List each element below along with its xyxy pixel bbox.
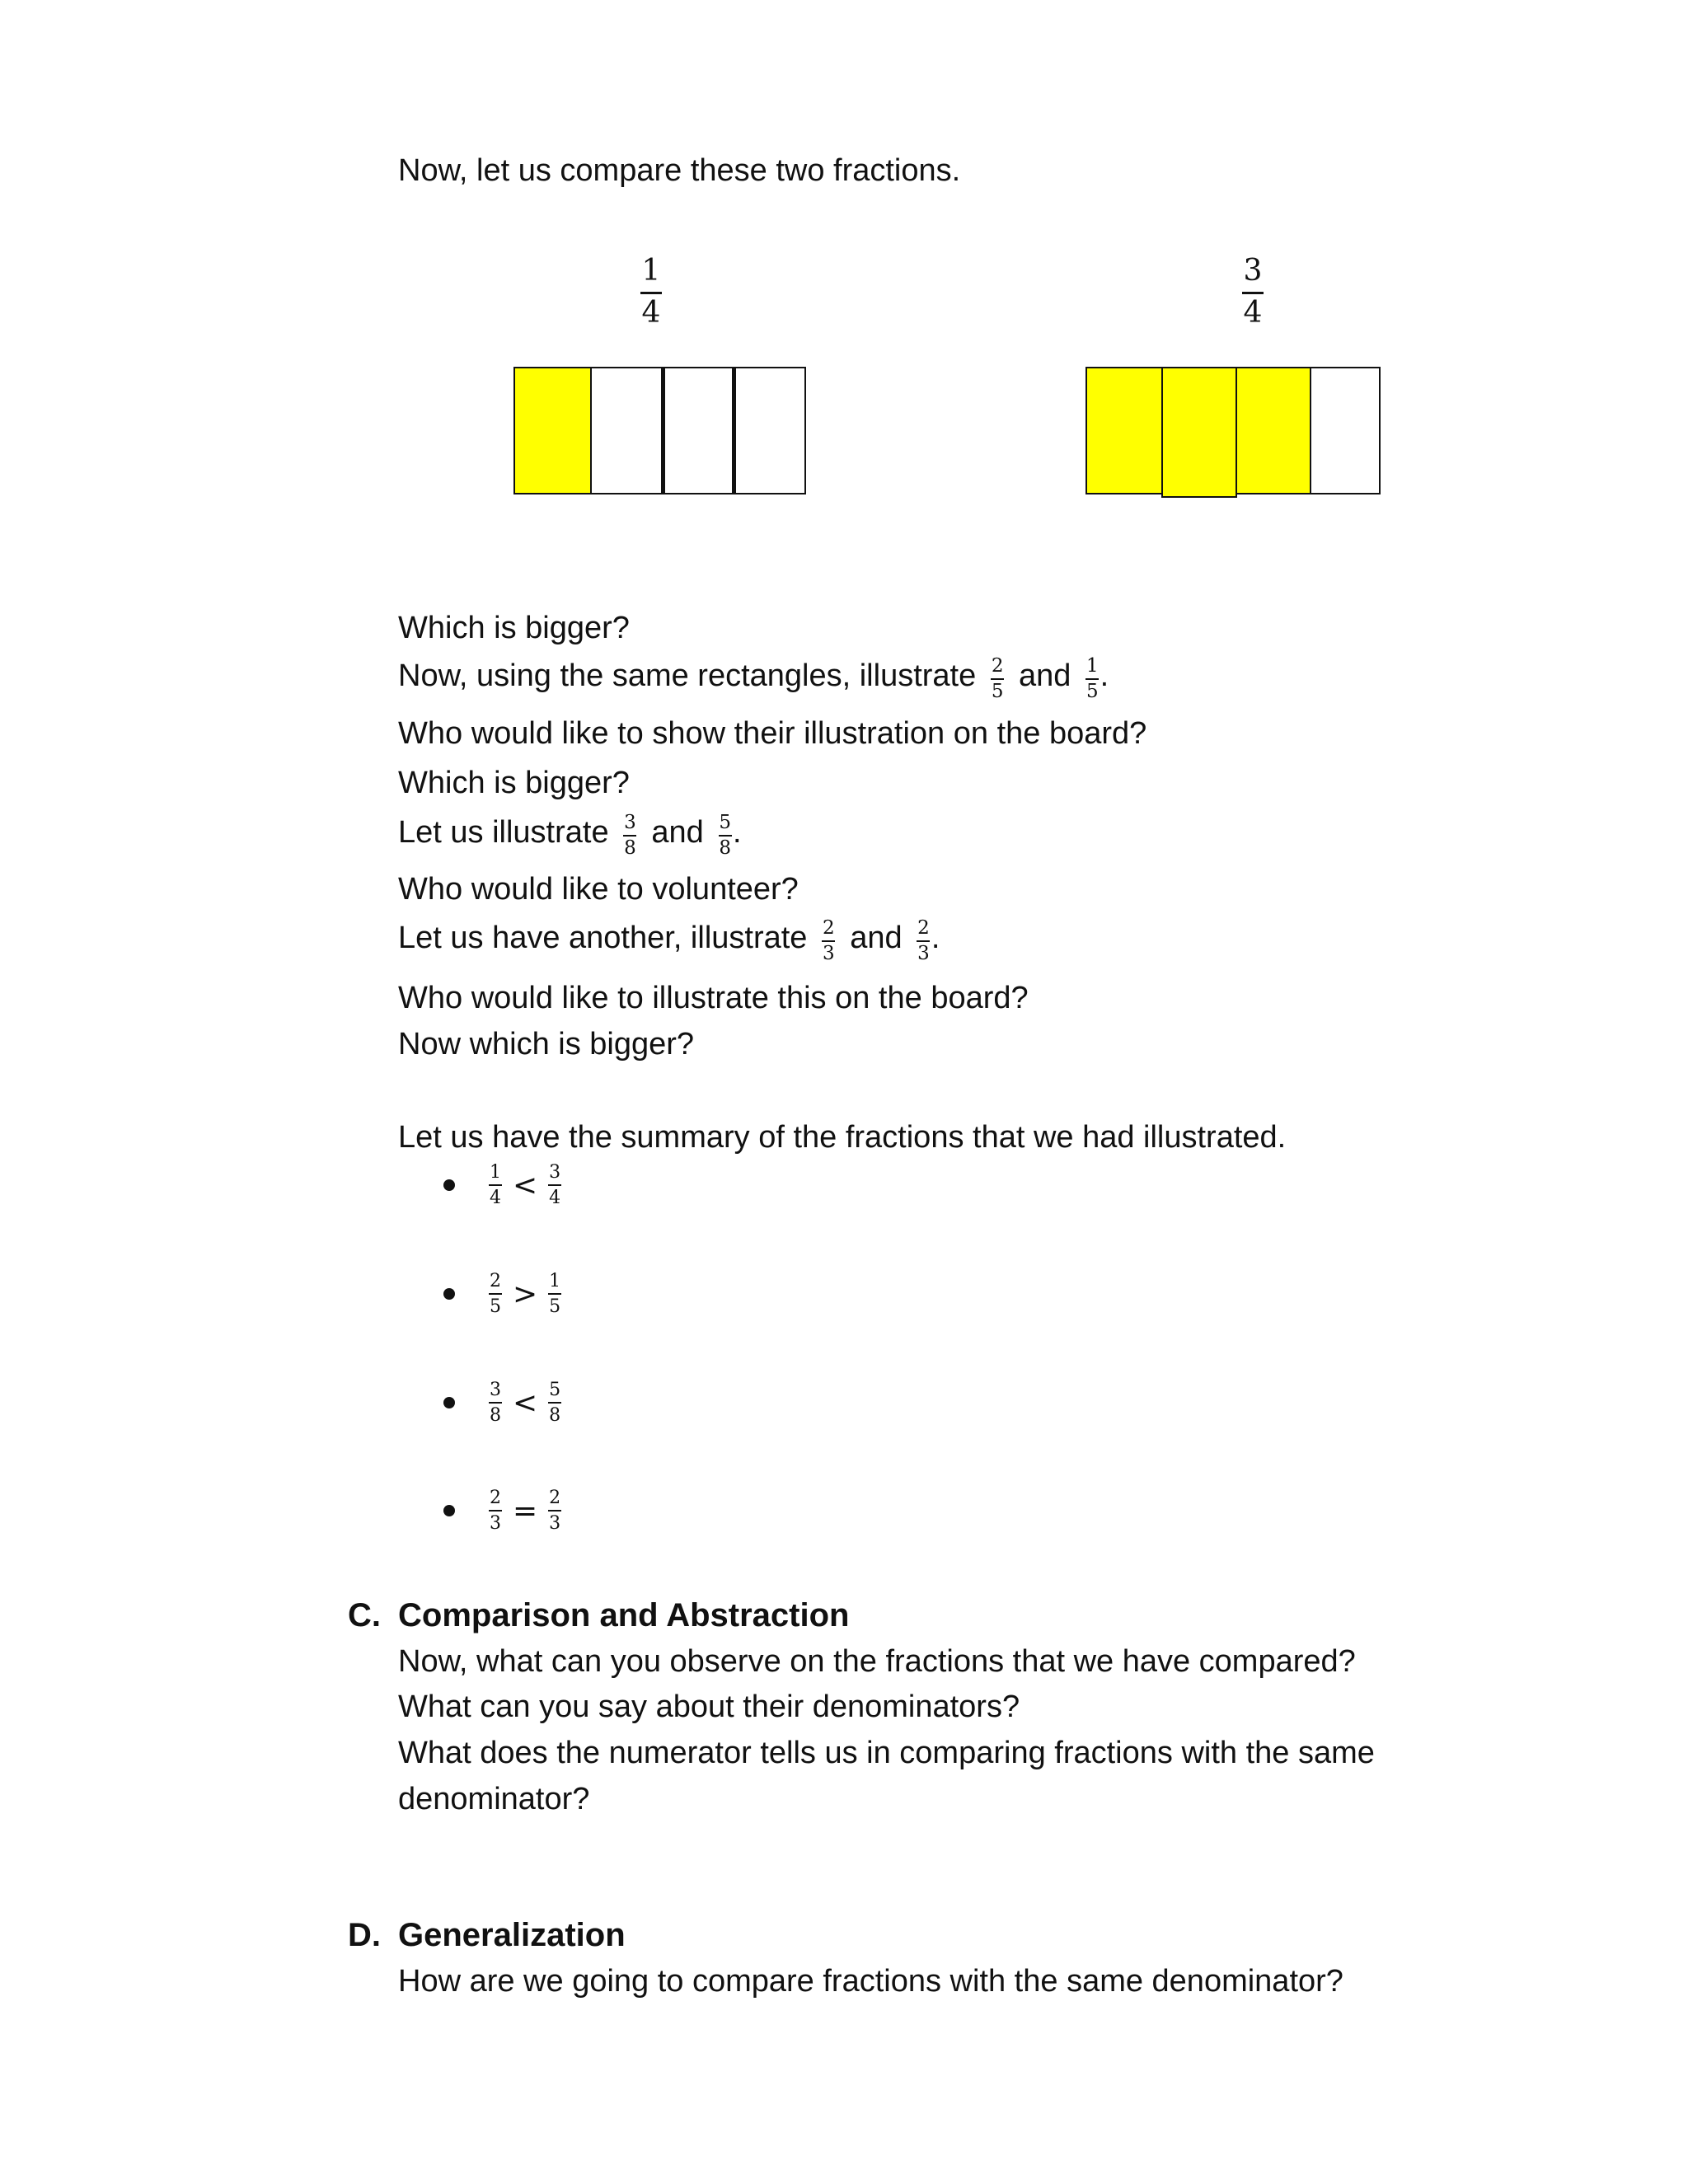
denominator: 4 bbox=[490, 1188, 501, 1208]
section-title: Generalization bbox=[398, 1917, 626, 1953]
bullet-icon bbox=[443, 1179, 455, 1191]
left-part-1-shaded bbox=[513, 367, 592, 494]
fraction-line bbox=[489, 1293, 502, 1295]
comparison bbox=[488, 1163, 562, 1207]
comparison bbox=[488, 1488, 562, 1533]
fraction-line bbox=[822, 940, 835, 942]
right-part-2-shaded bbox=[1161, 367, 1237, 498]
section-c-line: Now, what can you observe on the fractions that we have compared? bbox=[398, 1644, 1356, 1679]
left-fraction-numerator: 1 bbox=[641, 254, 661, 288]
denominator: 5 bbox=[1085, 681, 1099, 702]
section-d-line: How are we going to compare fractions with the same denominator? bbox=[398, 1964, 1343, 1999]
comparison-symbol: < bbox=[513, 1385, 538, 1420]
fraction-a bbox=[488, 1380, 503, 1425]
denominator: 3 bbox=[917, 943, 930, 964]
question-illustrate-2-3-2-3 bbox=[398, 917, 940, 962]
right-fraction-numerator: 3 bbox=[1243, 254, 1263, 288]
right-fraction-label bbox=[1228, 255, 1278, 329]
question-illustrate-on-board: Who would like to illustrate this on the board? bbox=[398, 981, 1029, 1015]
and-word: and bbox=[651, 815, 704, 851]
and-word: and bbox=[850, 921, 903, 956]
right-part-3-shaded bbox=[1236, 367, 1311, 494]
fraction-line bbox=[1085, 678, 1099, 680]
fraction-line bbox=[489, 1510, 502, 1511]
left-fraction-rectangle bbox=[513, 367, 806, 494]
section-c-line: What does the numerator tells us in comparing fractions with the same bbox=[398, 1736, 1375, 1770]
question-illustrate-3-8-5-8 bbox=[398, 812, 742, 859]
fraction-line bbox=[623, 835, 636, 837]
fraction-line bbox=[548, 1402, 561, 1404]
fraction-line bbox=[991, 678, 1004, 680]
inline-fraction bbox=[717, 813, 733, 858]
left-part-4 bbox=[732, 367, 806, 494]
section-title: Comparison and Abstraction bbox=[398, 1597, 850, 1633]
period: . bbox=[732, 815, 742, 851]
question-text: Now, using the same rectangles, illustrate bbox=[398, 658, 977, 694]
right-fraction-denominator: 4 bbox=[1243, 296, 1263, 330]
fraction-line bbox=[719, 835, 732, 837]
denominator: 5 bbox=[490, 1296, 501, 1317]
right-fraction-rectangle bbox=[1085, 367, 1382, 494]
fraction-b bbox=[547, 1272, 562, 1316]
comparison-symbol: > bbox=[513, 1277, 538, 1311]
numerator: 5 bbox=[719, 812, 731, 833]
denominator: 8 bbox=[624, 837, 636, 859]
fraction-line bbox=[548, 1293, 561, 1295]
fraction-a bbox=[488, 1272, 503, 1316]
right-part-1-shaded bbox=[1085, 367, 1163, 494]
section-d-heading bbox=[348, 1915, 626, 1955]
bullet-icon bbox=[443, 1288, 455, 1300]
and-word: and bbox=[1019, 658, 1071, 694]
numerator: 2 bbox=[549, 1488, 561, 1508]
denominator: 8 bbox=[549, 1405, 561, 1426]
fraction-b bbox=[547, 1163, 562, 1207]
fraction-line bbox=[489, 1184, 502, 1186]
period: . bbox=[1100, 658, 1109, 694]
left-fraction-denominator: 4 bbox=[641, 296, 661, 330]
question-show-on-board: Who would like to show their illustration on the board? bbox=[398, 716, 1147, 751]
numerator: 2 bbox=[823, 917, 835, 939]
summary-item-1 bbox=[443, 1156, 562, 1214]
fraction-b bbox=[547, 1488, 562, 1533]
bullet-icon bbox=[443, 1397, 455, 1408]
bullet-icon bbox=[443, 1505, 455, 1516]
intro-text: Now, let us compare these two fractions. bbox=[398, 153, 961, 188]
denominator: 4 bbox=[549, 1188, 561, 1208]
numerator: 2 bbox=[490, 1488, 501, 1508]
fraction-line bbox=[548, 1184, 561, 1186]
fraction-line bbox=[548, 1510, 561, 1511]
summary-intro: Let us have the summary of the fractions that we had illustrated. bbox=[398, 1120, 1287, 1155]
left-fraction-label bbox=[626, 255, 676, 329]
comparison bbox=[488, 1272, 562, 1316]
denominator: 3 bbox=[823, 943, 835, 964]
denominator: 8 bbox=[490, 1405, 501, 1426]
fraction-a bbox=[488, 1488, 503, 1533]
denominator: 5 bbox=[991, 681, 1004, 702]
denominator: 3 bbox=[490, 1513, 501, 1534]
period: . bbox=[931, 921, 940, 956]
numerator: 1 bbox=[549, 1271, 561, 1291]
question-which-bigger-1: Which is bigger? bbox=[398, 611, 630, 645]
numerator: 1 bbox=[1085, 655, 1099, 677]
fraction-line bbox=[917, 940, 930, 942]
section-c-line: What can you say about their denominators? bbox=[398, 1690, 1020, 1724]
numerator: 1 bbox=[490, 1162, 501, 1183]
denominator: 3 bbox=[549, 1513, 561, 1534]
summary-item-3 bbox=[443, 1374, 562, 1432]
numerator: 2 bbox=[490, 1271, 501, 1291]
summary-item-4 bbox=[443, 1482, 562, 1540]
inline-fraction bbox=[821, 919, 837, 963]
numerator: 3 bbox=[490, 1380, 501, 1400]
question-which-bigger-2: Which is bigger? bbox=[398, 766, 630, 800]
inline-fraction bbox=[1085, 657, 1100, 701]
comparison bbox=[488, 1380, 562, 1425]
section-c-line: denominator? bbox=[398, 1782, 590, 1816]
question-volunteer: Who would like to volunteer? bbox=[398, 872, 799, 907]
numerator: 3 bbox=[624, 812, 636, 833]
summary-item-2 bbox=[443, 1265, 562, 1323]
fraction-bar-line bbox=[640, 292, 662, 294]
inline-fraction bbox=[916, 919, 931, 963]
left-part-3 bbox=[661, 367, 734, 494]
comparison-symbol: < bbox=[513, 1168, 538, 1202]
section-c-heading bbox=[348, 1596, 849, 1635]
numerator: 2 bbox=[917, 917, 930, 939]
section-letter: C. bbox=[348, 1597, 381, 1633]
denominator: 8 bbox=[719, 837, 731, 859]
fraction-bar-line bbox=[1242, 292, 1264, 294]
fraction-line bbox=[489, 1402, 502, 1404]
section-letter: D. bbox=[348, 1917, 381, 1953]
numerator: 3 bbox=[549, 1162, 561, 1183]
question-now-which-bigger: Now which is bigger? bbox=[398, 1027, 695, 1062]
numerator: 2 bbox=[991, 655, 1004, 677]
question-text: Let us have another, illustrate bbox=[398, 921, 808, 956]
fraction-a bbox=[488, 1163, 503, 1207]
fraction-b bbox=[547, 1380, 562, 1425]
inline-fraction bbox=[990, 657, 1006, 701]
question-illustrate-2-5-1-5 bbox=[398, 655, 1109, 700]
denominator: 5 bbox=[549, 1296, 561, 1317]
numerator: 5 bbox=[549, 1380, 561, 1400]
inline-fraction bbox=[622, 813, 638, 858]
left-part-2 bbox=[590, 367, 663, 494]
comparison-symbol: = bbox=[513, 1493, 538, 1528]
right-part-4 bbox=[1310, 367, 1381, 494]
question-text: Let us illustrate bbox=[398, 815, 609, 851]
